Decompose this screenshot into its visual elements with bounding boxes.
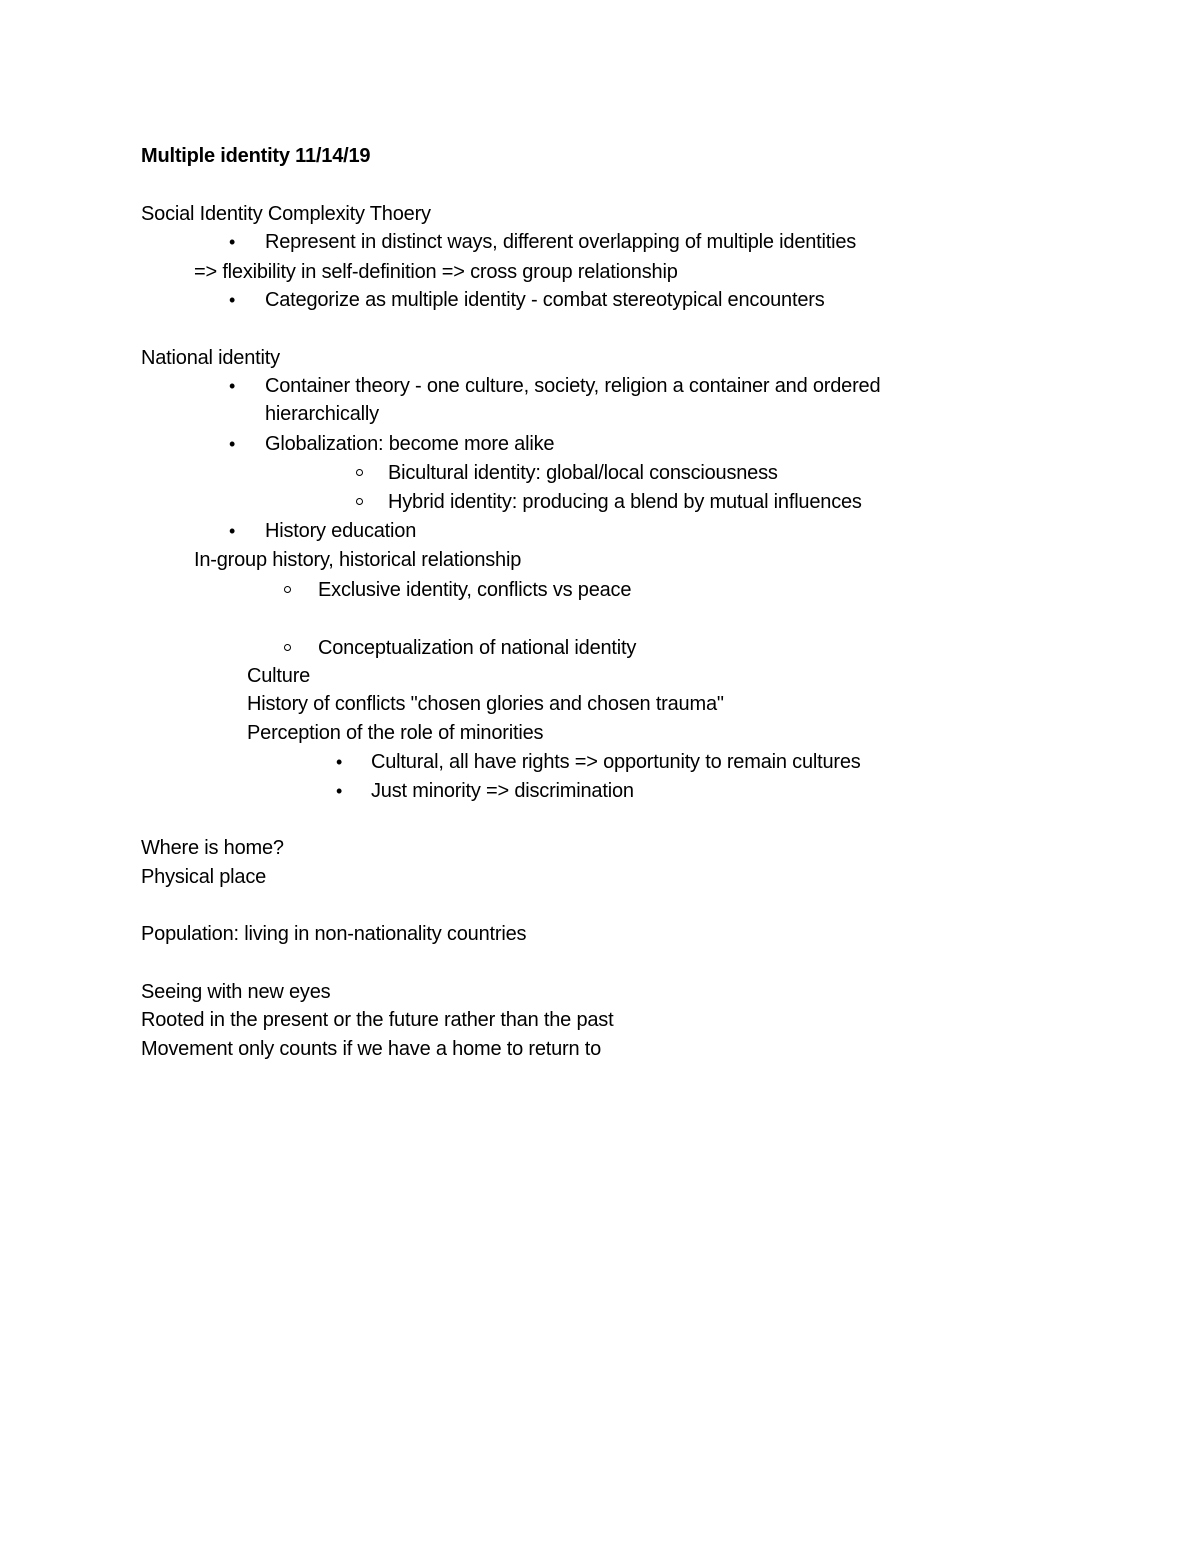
section-heading-social-identity: Social Identity Complexity Thoery <box>141 203 431 225</box>
list-item: Container theory - one culture, society, religion a container and ordered <box>265 375 881 397</box>
list-item-continuation: In-group history, historical relationship <box>194 549 522 571</box>
bullet-icon: • <box>229 521 236 541</box>
list-item-continuation: hierarchically <box>265 403 379 425</box>
bullet-icon: • <box>229 232 236 252</box>
list-item: Just minority => discrimination <box>371 780 634 802</box>
paragraph-line: Physical place <box>141 866 267 888</box>
sub-list-item: Hybrid identity: producing a blend by mutual influences <box>388 491 862 513</box>
paragraph-line: Where is home? <box>141 837 284 859</box>
indented-line: History of conflicts "chosen glories and chosen trauma" <box>247 693 724 715</box>
bullet-icon: • <box>336 781 343 801</box>
sub-list-item: Exclusive identity, conflicts vs peace <box>318 579 632 601</box>
circle-bullet-icon <box>356 498 363 505</box>
circle-bullet-icon <box>356 469 363 476</box>
list-item: Categorize as multiple identity - combat stereotypical encounters <box>265 289 825 311</box>
section-heading-national-identity: National identity <box>141 347 280 369</box>
list-item: Represent in distinct ways, different overlapping of multiple identities <box>265 231 857 253</box>
paragraph-line: Movement only counts if we have a home to return to <box>141 1038 602 1060</box>
bullet-icon: • <box>229 376 236 396</box>
circle-bullet-icon <box>284 644 291 651</box>
bullet-icon: • <box>229 290 236 310</box>
circle-bullet-icon <box>284 586 291 593</box>
sub-list-item: Bicultural identity: global/local consciousness <box>388 462 778 484</box>
paragraph-line: Rooted in the present or the future rather than the past <box>141 1009 614 1031</box>
paragraph-line: Population: living in non-nationality countries <box>141 923 527 945</box>
bullet-icon: • <box>229 434 236 454</box>
list-item: Cultural, all have rights => opportunity to remain cultures <box>371 751 861 773</box>
indented-line: Culture <box>247 665 311 687</box>
paragraph-line: Seeing with new eyes <box>141 981 331 1003</box>
list-item-continuation: => flexibility in self-definition => cross group relationship <box>194 261 678 283</box>
sub-list-item: Conceptualization of national identity <box>318 637 637 659</box>
indented-line: Perception of the role of minorities <box>247 722 544 744</box>
list-item: Globalization: become more alike <box>265 433 555 455</box>
bullet-icon: • <box>336 752 343 772</box>
doc-title: Multiple identity 11/14/19 <box>141 145 371 167</box>
list-item: History education <box>265 520 417 542</box>
